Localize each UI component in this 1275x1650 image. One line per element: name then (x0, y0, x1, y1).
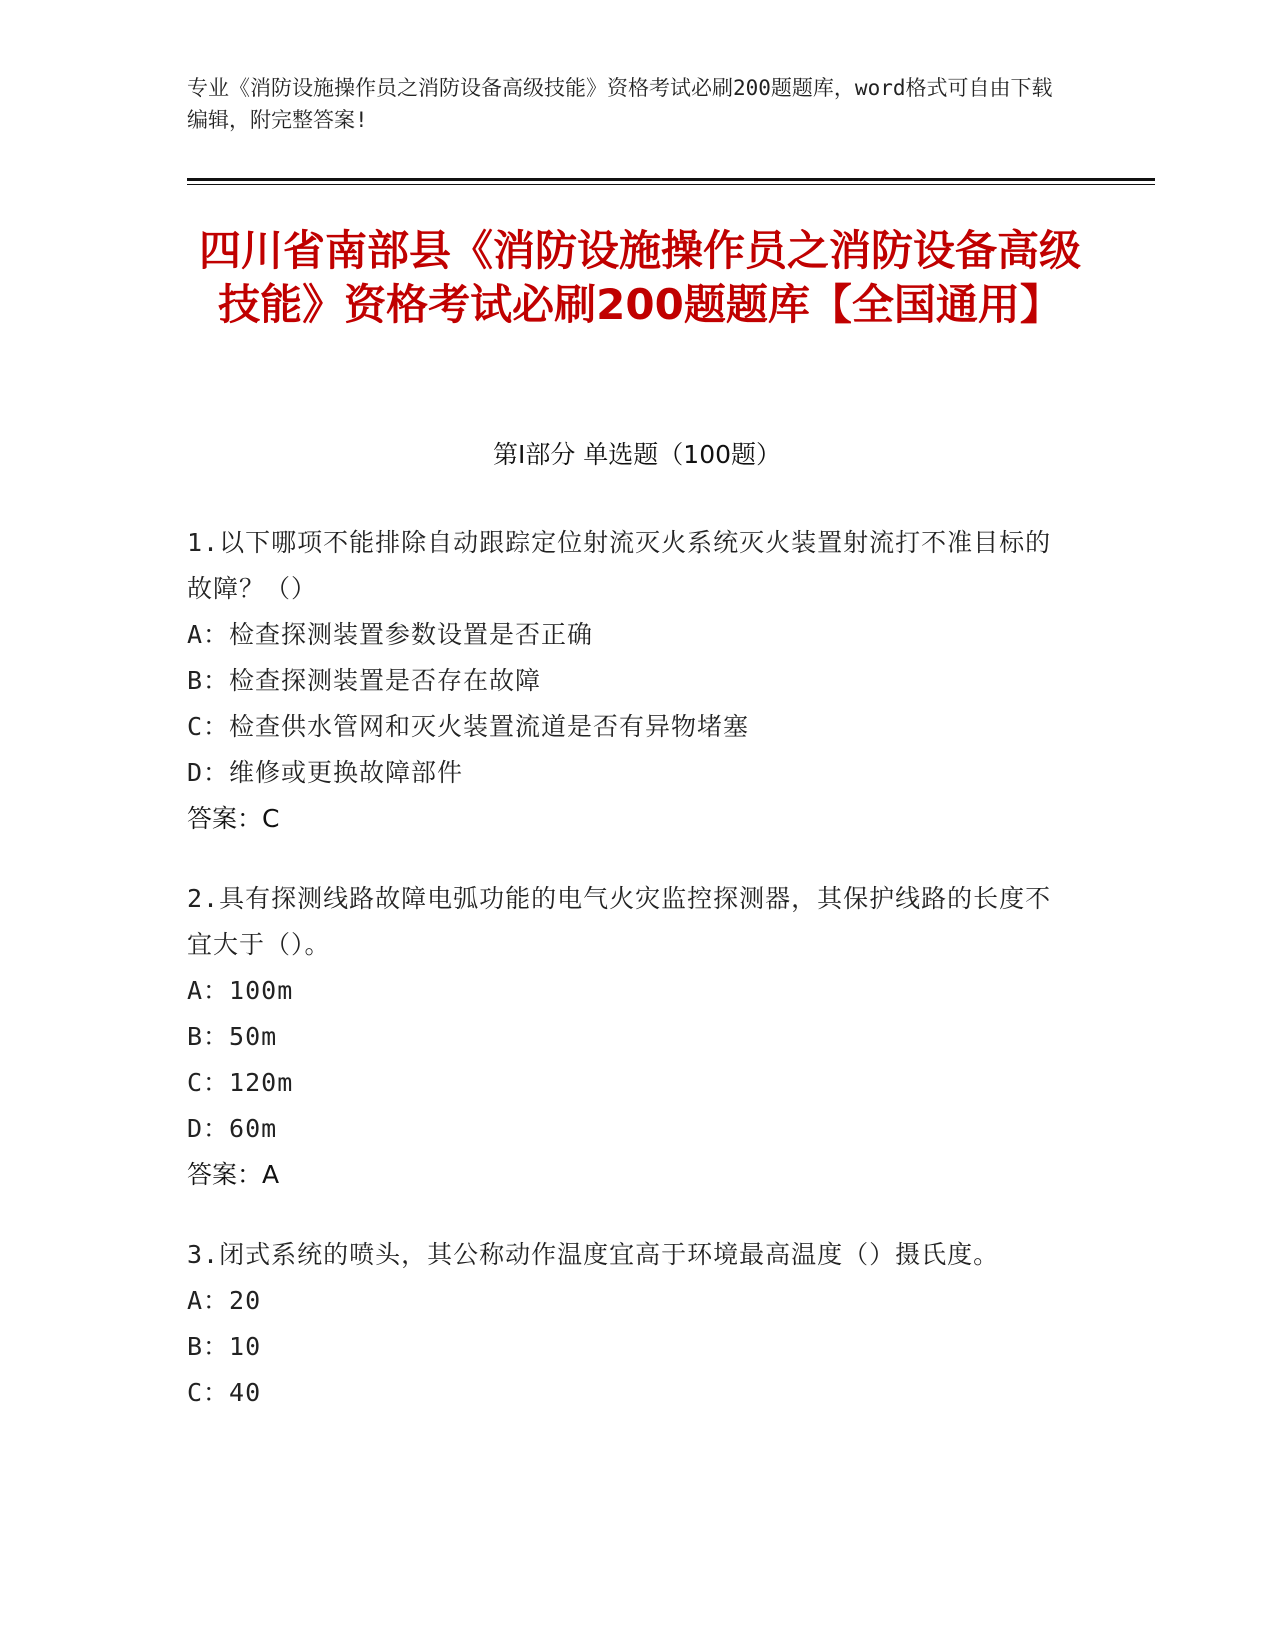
option-a: A：20 (187, 1286, 262, 1315)
option-b: B：10 (187, 1332, 262, 1361)
header-note: 专业《消防设施操作员之消防设备高级技能》资格考试必刷200题题库，word格式可自由下载编辑，附完整答案! (187, 76, 1053, 132)
question-3 (187, 1232, 1067, 1416)
option-b: B：检查探测装置是否存在故障 (187, 666, 542, 695)
question-2 (187, 876, 1067, 1198)
question-list (187, 520, 1067, 1450)
option-a: A：检查探测装置参数设置是否正确 (187, 620, 594, 649)
answer-line: 答案：A (187, 1160, 280, 1189)
option-d: D：60m (187, 1114, 278, 1143)
question-stem: 1.以下哪项不能排除自动跟踪定位射流灭火系统灭火装置射流打不准目标的故障？（） (187, 528, 1052, 603)
option-c: C：检查供水管网和灭火装置流道是否有异物堵塞 (187, 712, 750, 741)
question-stem: 2.具有探测线路故障电弧功能的电气火灾监控探测器，其保护线路的长度不宜大于（）。 (187, 884, 1052, 959)
question-stem: 3.闭式系统的喷头，其公称动作温度宜高于环境最高温度（）摄氏度。 (187, 1240, 1000, 1269)
answer-line: 答案：C (187, 804, 280, 833)
option-a: A：100m (187, 976, 294, 1005)
document-title: 四川省南部县《消防设施操作员之消防设备高级技能》资格考试必刷200题题库【全国通用】 (198, 226, 1081, 329)
header-divider-thin (187, 184, 1155, 185)
question-1 (187, 520, 1067, 842)
header-divider-thick (187, 178, 1155, 181)
option-c: C：120m (187, 1068, 294, 1097)
option-b: B：50m (187, 1022, 278, 1051)
option-c: C：40 (187, 1378, 262, 1407)
option-d: D：维修或更换故障部件 (187, 758, 464, 787)
section-heading: 第I部分 单选题（100题） (492, 440, 782, 469)
